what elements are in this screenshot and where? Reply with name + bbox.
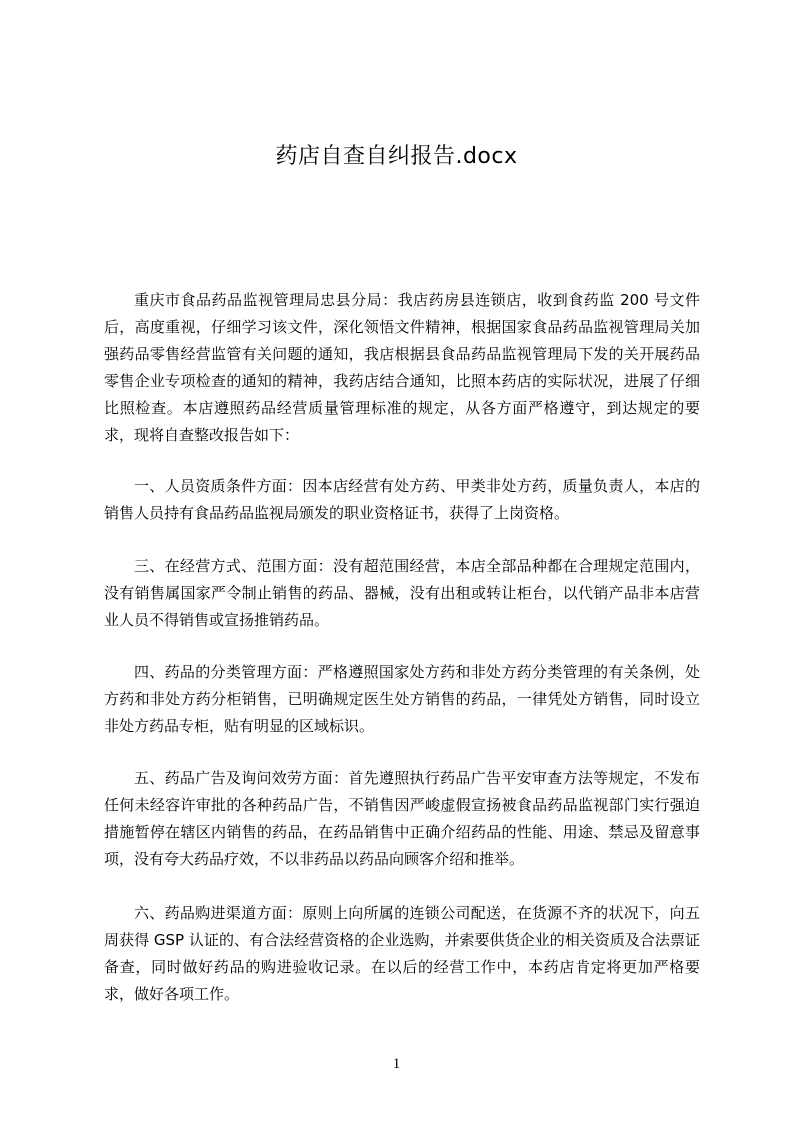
paragraph-intro: 重庆市食品药品监视管理局忠县分局：我店药房县连锁店，收到食药监 200 号文件后，高度重视，仔细学习该文件，深化领悟文件精神，根据国家食品药品监视管理局关加强药品零售经营监管有关问题的通知，我店根据县食品药品监视管理局下发的关开展药品零售企业专项检查的通知的精神，我药店结合通知，比照本药店的实际状况，进展了仔细比照检查。本店遵照药品经营质量管理标准的规定，从各方面严格遵守，到达规定的要求，现将自查整改报告如下： — [104, 291, 700, 444]
document-title: 药店自查自纠报告.docx — [275, 144, 518, 169]
paragraph-advertising: 五、药品广告及询问效劳方面：首先遵照执行药品广告平安审查方法等规定，不发布任何未经容许审批的各种药品广告，不销售因严峻虚假宣扬被食品药品监视部门实行强迫措施暂停在辖区内销售的药品，在药品销售中正确介绍药品的性能、用途、禁忌及留意事项，没有夸大药品疗效，不以非药品以药品向顾客介绍和推举。 — [104, 769, 700, 868]
paragraph-classification: 四、药品的分类管理方面：严格遵照国家处方药和非处方药分类管理的有关条例，处方药和非处方药分柜销售，已明确规定医生处方销售的药品，一律凭处方销售，同时设立非处方药品专柜，贴有明显的区域标识。 — [104, 663, 700, 735]
paragraph-personnel: 一、人员资质条件方面：因本店经营有处方药、甲类非处方药，质量负责人，本店的销售人员持有食品药品监视局颁发的职业资格证书，获得了上岗资格。 — [104, 477, 700, 522]
paragraph-business-scope: 三、在经营方式、范围方面：没有超范围经营，本店全部品种都在合理规定范围内，没有销售属国家严令制止销售的药品、器械，没有出租或转让柜台，以代销产品非本店营业人员不得销售或宣扬推销药品。 — [104, 557, 700, 629]
page-number: 1 — [392, 1056, 401, 1072]
paragraph-procurement: 六、药品购进渠道方面：原则上向所属的连锁公司配送，在货源不齐的状况下，向五周获得 GSP 认证的、有合法经营资格的企业选购，并索要供货企业的相关资质及合法票证备查，同时做好药品的购进验收记录。在以后的经营工作中，本药店肯定将更加严格要求，做好各项工作。 — [104, 904, 700, 1003]
